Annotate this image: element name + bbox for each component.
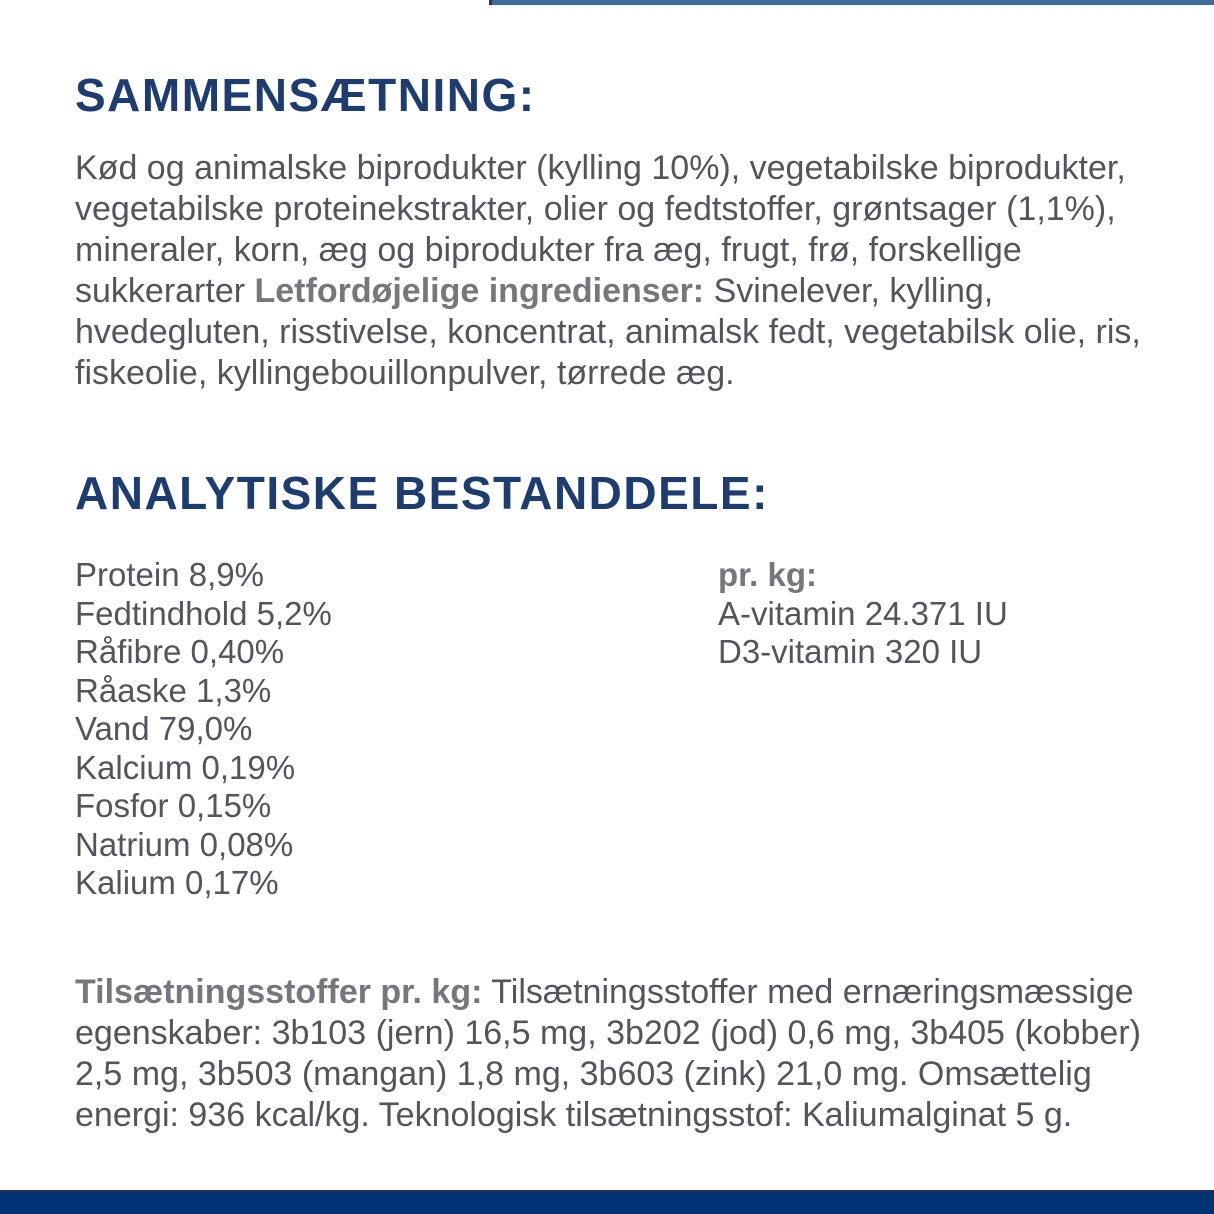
analytical-item-potassium: Kalium 0,17% [75, 864, 279, 901]
analytical-item-crude-ash: Råaske 1,3% [75, 671, 272, 709]
composition-main-text: Kød og animalske biprodukter (kylling 10%), vegetabilske biprodukter, vegetabilske proteinekstrakter, olier og fedtstoffer, grøntsager (1,1%), mineraler, korn, æg og biprodukter fra æg, frugt, frø, forskellige sukkerarter [75, 149, 1126, 310]
analytical-item-calcium: Kalcium 0,19% [75, 748, 296, 786]
additives-label: Tilsætningsstoffer pr. kg: [75, 973, 483, 1011]
analytical-item-crude-fibre: Råfibre 0,40% [75, 633, 285, 670]
analytical-heading: ANALYTISKE BESTANDDELE: [75, 467, 769, 519]
composition-heading: SAMMENSÆTNING: [75, 69, 536, 121]
top-accent-bar [489, 0, 1214, 5]
analytical-item-vitamin-d3: D3-vitamin 320 IU [718, 633, 983, 670]
digestible-ingredients-label: Letfordøjelige ingredienser: [254, 272, 705, 310]
analytical-left-column [75, 556, 332, 903]
analytical-item-moisture: Vand 79,0% [75, 710, 253, 747]
per-kg-label: pr. kg: [718, 556, 818, 593]
digestible-ingredients-text: Svinelever, kylling, hvedegluten, risstivelse, koncentrat, animalsk fedt, vegetabilsk olie, ris, fiskeolie, kyllingebouillonpulver, tørrede æg. [75, 272, 1141, 392]
additives-text: Tilsætningsstoffer med ernæringsmæssige egenskaber: 3b103 (jern) 16,5 mg, 3b202 (jod) 0,6 mg, 3b405 (kobber) 2,5 mg, 3b503 (mangan) 1,8 mg, 3b603 (zink) 21,0 mg. Omsættelig energi: 936 kcal/kg. Teknologisk tilsætningsstof: Kaliumalginat 5 g. [75, 973, 1141, 1134]
analytical-item-fat: Fedtindhold 5,2% [75, 594, 332, 632]
analytical-right-column [718, 556, 1008, 672]
analytical-item-sodium: Natrium 0,08% [75, 825, 294, 863]
analytical-item-protein: Protein 8,9% [75, 556, 264, 593]
analytical-item-phosphorus: Fosfor 0,15% [75, 787, 272, 824]
additives-paragraph [75, 972, 1170, 1136]
analytical-item-vitamin-a: A-vitamin 24.371 IU [718, 594, 1008, 632]
composition-paragraph [75, 148, 1165, 394]
bottom-accent-bar [0, 1190, 1214, 1214]
